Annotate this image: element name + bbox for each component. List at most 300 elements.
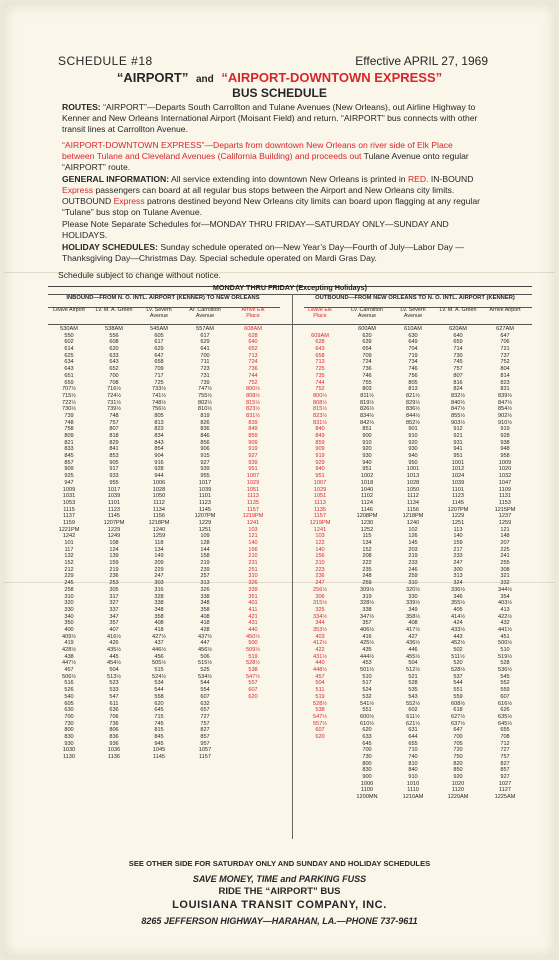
general-label: GENERAL INFORMATION: [62, 174, 170, 184]
time-cell: 706 [500, 339, 510, 346]
time-cell: 435½ [107, 647, 121, 653]
time-cell: 457 [64, 667, 74, 674]
time-cell: 823½ [313, 412, 327, 419]
time-cell: 609AM [311, 332, 329, 339]
time-cell: 1123 [107, 506, 121, 513]
time-cell: 247 [453, 560, 463, 567]
time-cell: 443 [453, 633, 463, 640]
time-cell: 655 [500, 727, 510, 734]
time-cell: 744 [248, 372, 258, 379]
time-cell: 1156 [406, 506, 420, 513]
title-and: and [195, 74, 214, 85]
routes-label: ROUTES: [62, 102, 101, 112]
time-cell: 910 [408, 433, 418, 439]
time-cell: 628 [315, 339, 325, 346]
time-cell: 909 [248, 439, 258, 446]
inbound-header-1: Lv. M. A. Green [95, 307, 133, 313]
time-cell: 1101 [107, 499, 121, 506]
time-cell: 649 [408, 339, 418, 346]
time-cell: 219 [109, 566, 119, 573]
time-cell: 101 [64, 540, 74, 546]
time-cell: 636 [109, 707, 119, 714]
time-cell: 900 [362, 433, 372, 439]
time-cell: 437½ [198, 633, 212, 640]
time-cell: 1219PM [309, 519, 331, 526]
time-cell: 451 [500, 633, 510, 640]
time-cell: 930 [64, 740, 74, 747]
time-cell: 620 [362, 332, 372, 339]
time-cell: 259 [408, 573, 418, 580]
time-cell: 851 [362, 426, 372, 433]
time-cell: 747½ [198, 386, 212, 393]
time-cell: 1009 [62, 486, 76, 493]
time-cell: 535 [408, 687, 418, 694]
time-cell: 611½ [406, 713, 420, 720]
time-cell: 257 [200, 573, 210, 580]
time-cell: 409½ [62, 633, 76, 640]
time-cell: 526 [64, 687, 74, 694]
time-cell: 338 [200, 593, 210, 600]
time-cell: 1002 [360, 473, 374, 480]
time-cell: 714 [453, 346, 463, 353]
time-cell: 354 [500, 593, 510, 600]
time-cell: 554 [200, 687, 210, 694]
time-cell: 746 [408, 366, 418, 373]
time-cell: 428 [200, 626, 210, 633]
time-cell: 846 [200, 433, 210, 439]
time-cell: 241 [500, 553, 510, 560]
time-cell: 1013 [406, 473, 420, 480]
time-cell: 500 [248, 640, 258, 647]
time-cell: 1134 [406, 499, 420, 506]
time-cell: 830 [64, 733, 74, 740]
time-cell: 621½ [406, 720, 420, 727]
time-cell: 709 [362, 352, 372, 359]
time-cell: 408 [154, 620, 164, 627]
page-title [4, 70, 555, 85]
time-cell: 558 [154, 693, 164, 700]
time-cell: 346 [453, 593, 463, 600]
time-cell: 736 [362, 366, 372, 373]
time-cell: 803 [362, 386, 372, 393]
time-cell: 807 [453, 372, 463, 379]
inbound-header-2: Lv. Severn Avenue [146, 307, 172, 319]
time-cell: 919 [248, 446, 258, 453]
time-cell: 659 [453, 339, 463, 346]
time-cell: 140 [315, 546, 325, 553]
time-cell: 1137 [62, 513, 76, 520]
time-cell: 815 [154, 727, 164, 734]
time-cell: 836 [200, 426, 210, 433]
time-cell: 559 [453, 693, 463, 700]
time-cell [301, 754, 339, 761]
time-cell: 511½ [451, 653, 465, 660]
time-cell: 259 [362, 580, 372, 587]
time-cell: 634 [64, 359, 74, 366]
time-cell: 501½ [360, 667, 374, 674]
time-cell: 229 [154, 566, 164, 573]
time-cell: 900 [362, 774, 372, 781]
time-cell: 620 [109, 346, 119, 353]
time-cell: 1252 [360, 526, 374, 533]
inbound-title: INBOUND—FROM N. O. INTL. AIRPORT (KENNER) TO NEW ORLEANS [66, 295, 260, 301]
time-cell: 757 [109, 419, 119, 426]
time-cell: 450½ [246, 633, 260, 640]
time-cell: 338 [362, 606, 372, 613]
inbound-column-3 [186, 326, 224, 761]
time-cell: 538 [248, 667, 258, 674]
time-cell: 735 [315, 372, 325, 379]
time-cell: 547½ [246, 673, 260, 680]
general-text-2: IN-BOUND [430, 174, 474, 184]
time-cell: 940 [362, 459, 372, 466]
time-cell: 805 [408, 379, 418, 386]
time-cell: 713 [248, 352, 258, 359]
time-cell: 901 [408, 426, 418, 433]
time-cell: 739 [200, 379, 210, 386]
time-cell: 808½ [246, 392, 260, 399]
time-cell: 710 [408, 747, 418, 754]
time-cell: 156 [248, 546, 258, 553]
time-cell: 347½ [360, 613, 374, 620]
time-cell: 308 [500, 566, 510, 573]
time-cell: 826½ [360, 406, 374, 413]
effective-date: Effective APRIL 27, 1969 [355, 54, 488, 68]
time-cell: 506 [200, 653, 210, 660]
time-cell: 551 [362, 707, 372, 714]
time-cell: 832½ [451, 392, 465, 399]
time-cell: 557AM [196, 326, 214, 332]
time-cell: 831½ [246, 412, 260, 419]
time-cell: 422 [315, 647, 325, 653]
time-cell: 607 [315, 727, 325, 734]
time-cell: 1020 [498, 466, 512, 473]
time-cell: 834½ [360, 412, 374, 419]
time-cell: 830 [362, 767, 372, 774]
time-cell: 823 [154, 426, 164, 433]
time-cell: 1135 [313, 506, 327, 513]
time-cell: 403 [315, 633, 325, 640]
time-cell: 1100 [360, 787, 374, 794]
time-cell: 1210AM [402, 794, 424, 801]
time-cell: 525 [200, 667, 210, 674]
time-cell: 109 [200, 533, 210, 540]
time-cell: 447 [200, 640, 210, 647]
time-cell: 134 [154, 546, 164, 553]
outbound-header-3: Lv. M. A. Green [439, 307, 477, 313]
time-cell: 1027 [498, 780, 512, 787]
time-cell: 1039 [107, 493, 121, 500]
time-cell: 1120 [451, 787, 465, 794]
time-cell: 156 [315, 553, 325, 560]
time-cell: 159 [109, 560, 119, 567]
time-cell: 328 [154, 593, 164, 600]
time-cell: 813 [154, 419, 164, 426]
time-cell [301, 747, 339, 754]
time-cell [301, 774, 339, 781]
save-slogan: SAVE MONEY, TIME and PARKING FUSS [192, 874, 367, 884]
time-cell: 947 [64, 479, 74, 486]
time-cell: 811½ [360, 392, 374, 399]
time-cell: 724½ [107, 392, 121, 399]
time-cell: 1241 [246, 519, 260, 526]
time-cell: 1057 [198, 747, 212, 754]
time-cell: 829½ [406, 399, 420, 406]
time-cell: 559 [500, 687, 510, 694]
page-subtitle: BUS SCHEDULE [232, 86, 327, 100]
time-cell: 1028 [406, 479, 420, 486]
time-cell: 418 [200, 620, 210, 627]
time-cell: 1031 [62, 493, 76, 500]
time-cell: 203 [408, 546, 418, 553]
time-cell: 504 [109, 667, 119, 674]
time-cell: 808½ [313, 399, 327, 406]
time-cell: 940 [408, 453, 418, 460]
time-cell: 255 [500, 560, 510, 567]
time-cell: 849 [315, 433, 325, 439]
time-cell: 1007 [246, 473, 260, 480]
time-cell: 1207PM [103, 519, 125, 526]
time-cell: 810½ [198, 406, 212, 413]
time-cell: 854 [154, 446, 164, 453]
time-cell: 712 [500, 740, 510, 747]
time-cell: 1053 [62, 499, 76, 506]
time-cell: 132 [64, 553, 74, 560]
time-cell: 755½ [198, 392, 212, 399]
time-cell: 607 [500, 693, 510, 700]
time-cell: 418 [154, 626, 164, 633]
holiday-text: Sunday schedule operated on—New Year’s Day—Fourth of July—Labor Day —Thanksgiving Day—Christmas Day. Special schedule operated on Mardi Gras Day. [62, 242, 464, 263]
time-cell: 930 [408, 446, 418, 453]
time-cell: 800 [64, 727, 74, 734]
time-cell: 108 [109, 540, 119, 546]
time-cell: 317 [109, 593, 119, 600]
time-cell: 325 [315, 606, 325, 613]
time-cell: 510 [500, 647, 510, 653]
time-cell: 417½ [406, 626, 420, 633]
time-cell: 657 [200, 707, 210, 714]
time-cell: 630 [408, 332, 418, 339]
time-cell: 245 [64, 580, 74, 587]
time-cell: 520 [453, 660, 463, 667]
time-cell: 647 [154, 352, 164, 359]
time-cell: 658 [154, 359, 164, 366]
time-cell: 538 [315, 707, 325, 714]
routes-express [62, 140, 482, 173]
time-cell: 328½ [360, 600, 374, 607]
time-cell: 859 [248, 433, 258, 439]
time-cell: 620 [154, 700, 164, 707]
subject-to-change: Schedule subject to change without notice. [58, 270, 221, 280]
time-cell: 557 [248, 680, 258, 687]
table-day-title: MONDAY THRU FRIDAY (Excepting Holidays) [212, 283, 368, 292]
time-cell: 916 [154, 459, 164, 466]
time-cell: 928 [500, 433, 510, 439]
time-cell: 534 [154, 680, 164, 687]
time-cell: 722½ [62, 399, 76, 406]
time-cell: 1123 [451, 493, 465, 500]
general-text-1: All service extending into downtown New Orleans is printed in [171, 174, 406, 184]
time-cell: 310 [408, 580, 418, 587]
time-cell: 844½ [406, 412, 420, 419]
time-cell: 750 [453, 754, 463, 760]
time-cell: 455½ [406, 653, 420, 660]
time-cell: 504 [315, 680, 325, 687]
time-cell: 847½ [498, 399, 512, 406]
time-cell: 552½ [406, 700, 420, 707]
time-cell: 915 [200, 453, 210, 460]
time-cell: 413 [500, 606, 510, 613]
time-cell: 1130 [62, 754, 76, 760]
time-cell: 1115 [63, 506, 75, 513]
time-cell: 427½ [152, 633, 166, 640]
time-cell: 628 [248, 332, 258, 339]
time-cell: 1156 [152, 513, 166, 520]
time-cell: 537 [453, 673, 463, 680]
time-cell: 412½ [313, 640, 327, 647]
time-cell: 752 [248, 379, 258, 386]
time-cell: 845 [154, 733, 164, 740]
time-cell: 910 [362, 439, 372, 446]
time-cell: 800 [362, 760, 372, 767]
time-cell [234, 734, 272, 741]
time-cell: 500½ [498, 640, 512, 647]
time-cell: 103 [315, 533, 325, 540]
time-cell: 739½ [107, 406, 121, 413]
time-cell [234, 754, 272, 761]
time-cell: 506½ [62, 673, 76, 680]
time-cell: 645 [362, 740, 372, 747]
time-cell: 1146 [360, 506, 374, 513]
time-cell: 620 [248, 693, 258, 700]
time-cell: 616½ [498, 700, 512, 707]
time-cell: 437 [154, 640, 164, 647]
time-cell: 850 [453, 767, 463, 774]
time-cell: 831½ [313, 419, 327, 426]
time-cell: 1000 [360, 780, 374, 787]
time-cell: 815½ [246, 399, 260, 406]
time-cell: 1157 [246, 506, 260, 513]
time-cell: 422½ [498, 613, 512, 620]
time-cell: 1219PM [242, 513, 264, 520]
time-cell: 921 [453, 433, 463, 439]
time-cell: 836 [109, 733, 119, 740]
time-cell: 602 [64, 339, 74, 346]
time-cell: 1009 [498, 459, 512, 466]
time-cell: 951 [362, 466, 372, 473]
time-cell: 845 [64, 453, 74, 460]
time-cell: 647 [500, 332, 510, 339]
time-cell: 847½ [451, 406, 465, 413]
time-cell: 810 [408, 760, 418, 767]
inbound-column-4 [234, 326, 272, 761]
schedule-sheet [4, 4, 555, 956]
time-cell: 358 [200, 606, 210, 613]
time-cell: 721 [500, 346, 510, 353]
time-cell: 955 [200, 473, 210, 480]
time-cell: 644 [408, 733, 418, 740]
time-cell: 927 [500, 774, 510, 781]
time-cell: 1240 [406, 519, 420, 526]
time-cell: 1032 [498, 473, 512, 480]
time-cell: 627AM [496, 326, 514, 332]
time-cell: 433½ [451, 626, 465, 633]
time-cell: 219 [200, 560, 210, 567]
time-cell: 1024 [451, 473, 465, 480]
time-cell: 530AM [60, 326, 78, 332]
time-cell: 659 [64, 379, 74, 386]
time-cell: 608 [109, 339, 119, 346]
time-cell: 1112 [153, 499, 165, 506]
time-cell: 523 [109, 680, 119, 687]
time-cell: 748 [64, 419, 74, 426]
time-cell: 840½ [451, 399, 465, 406]
time-cell: 408 [408, 620, 418, 627]
time-cell: 813 [408, 386, 418, 393]
time-cell: 819 [200, 412, 210, 419]
time-cell: 709 [154, 366, 164, 373]
time-cell: 816 [453, 379, 463, 386]
time-cell: 731 [200, 372, 210, 379]
time-cell: 855½ [451, 412, 465, 419]
time-cell: 235 [362, 566, 372, 573]
time-cell: 719 [408, 352, 418, 359]
time-cell: 1229 [198, 519, 212, 526]
time-cell: 1251 [198, 526, 212, 533]
inbound-header-3: Ar. Carrollton Avenue [189, 307, 221, 319]
time-cell: 610AM [404, 326, 422, 332]
time-cell: 454½ [107, 660, 121, 667]
time-cell: 820 [453, 760, 463, 767]
time-cell: 300 [453, 566, 463, 573]
time-cell: 925 [64, 473, 74, 480]
time-cell: 504 [408, 660, 418, 667]
time-cell: 208 [362, 553, 372, 560]
time-cell: 1039 [451, 479, 465, 486]
time-cell: 1145 [107, 513, 121, 520]
time-cell: 513½ [107, 673, 121, 680]
time-cell: 536½ [498, 667, 512, 674]
time-cell: 126 [408, 533, 418, 540]
time-cell: 510 [362, 673, 372, 680]
time-cell: 1153 [498, 499, 512, 506]
time-cell: 717 [154, 372, 164, 379]
time-cell: 1220AM [447, 794, 469, 801]
time-cell: 233 [408, 560, 418, 567]
time-cell: 538AM [105, 326, 123, 332]
time-cell: 1124 [360, 499, 374, 506]
time-cell: 547½ [313, 713, 327, 720]
time-cell: 540 [64, 693, 74, 700]
time-cell: 757 [200, 720, 210, 727]
time-cell [234, 741, 272, 748]
time-cell: 148 [500, 533, 510, 540]
time-cell: 856 [200, 439, 210, 446]
time-cell: 532 [362, 693, 372, 700]
time-cell: 432 [500, 620, 510, 627]
time-cell: 339 [248, 586, 258, 593]
time-cell: 457 [315, 673, 325, 680]
time-cell: 512½ [406, 667, 420, 674]
time-cell: 134 [362, 540, 372, 546]
time-cell: 528 [408, 680, 418, 687]
time-cell: 225 [500, 546, 510, 553]
time-cell [234, 701, 272, 708]
time-cell: 1029 [246, 479, 260, 486]
inbound-column-1 [95, 326, 133, 761]
time-cell: 541½ [360, 700, 374, 707]
time-cell: 1157 [313, 513, 327, 520]
